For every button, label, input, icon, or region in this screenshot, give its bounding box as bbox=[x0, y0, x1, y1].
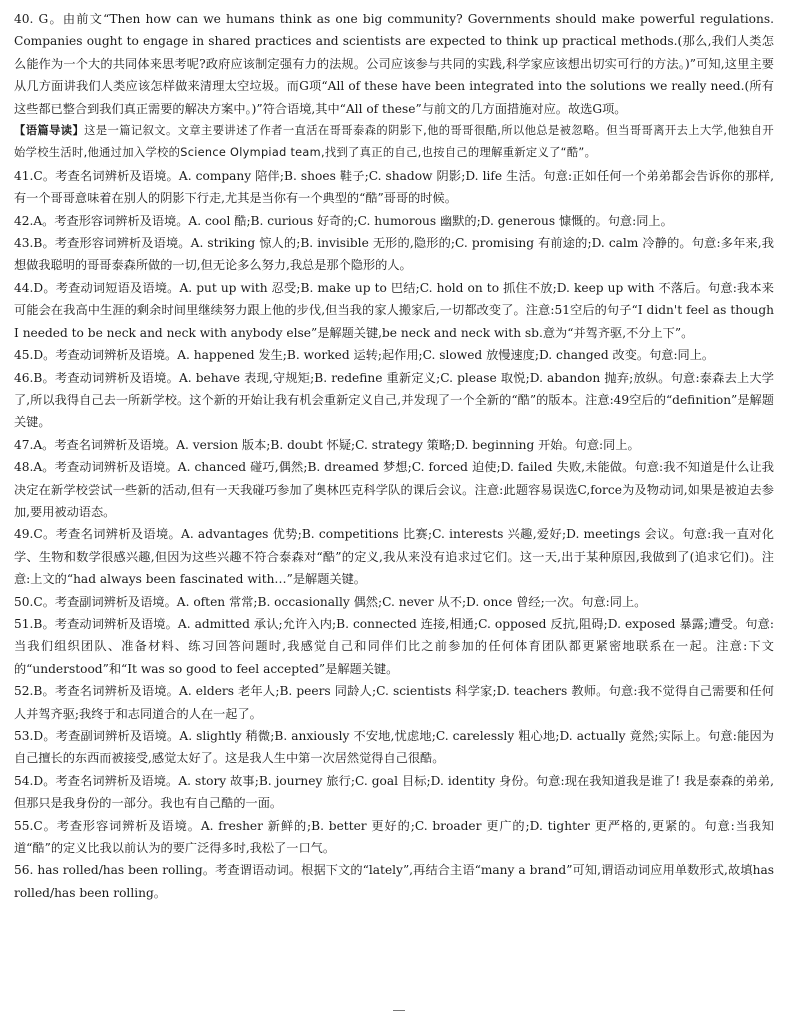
passage-guide-text: 这是一篇记叙文。文章主要讲述了作者一直活在哥哥泰森的阴影下,他的哥哥很酷,所以他总是被忽略。但当哥哥离开去上大学,他独自开始学校生活时,他通过加入学校的Science Olympiad team,找到了真正的自己,也按自己的理解重新定义了“酷”。 bbox=[14, 124, 774, 160]
item-49: 49.C。考查名词辨析及语境。A. advantages 优势;B. competitions 比赛;C. interests 兴趣,爱好;D. meetings 会议。句意:我一直对化学、生物和数学很感兴趣,但因为这些兴趣不符合泰森对“酷”的定义,我从来没有追求过它们。这一天,出于某种原因,我做到了(追求它们)。注意:上文的“had always been fascinated with…”是解题关键。 bbox=[14, 527, 774, 587]
item-56: 56. has rolled/has been rolling。考查谓语动词。根据下文的“lately”,再结合主语“many a brand”可知,谓语动词应用单数形式,故填has rolled/has been rolling。 bbox=[14, 863, 774, 900]
item-50: 50.C。考查副词辨析及语境。A. often 常常;B. occasionally 偶然;C. never 从不;D. once 曾经;一次。句意:同上。 bbox=[14, 594, 647, 609]
item-40: 40. G。由前文“Then how can we humans think as one big community? Governments should make powerful regulations. Companies ought to engage in shared practices and scientists are expected to think up practical methods.(那么,我们人类怎么能作为一个大的共同体来思考呢?政府应该制定强有力的法规。公司应该参与共同的实践,科学家应该想出切实可行的方法。)”可知,这里主要从几方面讲我们人类应该怎样做来清理太空垃圾。而G项“All of these have been integrated into the solutions we really need.(所有这些都已整合到我们真正需要的解决方案中。)”符合语境,其中“All of these”与前文的几方面措施对应。故选G项。 bbox=[14, 12, 774, 116]
item-41: 41.C。考查名词辨析及语境。A. company 陪伴;B. shoes 鞋子;C. shadow 阴影;D. life 生活。句意:正如任何一个弟弟都会告诉你的那样,有一个哥哥意味着在别人的阴影下行走,尤其是当你有一个典型的“酷”哥哥的时候。 bbox=[14, 168, 774, 206]
item-46: 46.B。考查动词辨析及语境。A. behave 表现,守规矩;B. redefine 重新定义;C. please 取悦;D. abandon 抛弃;放纵。句意:泰森去上大学了,所以我得自己去一所新学校。这个新的开始让我有机会重新定义自己,并发现了一个全新的“酷”的版本。注意:49空后的“definition”是解题关键。 bbox=[14, 370, 774, 430]
passage-guide-label: 【语篇导读】 bbox=[14, 124, 85, 138]
item-51: 51.B。考查动词辨析及语境。A. admitted 承认;允许入内;B. connected 连接,相通;C. opposed 反抗,阻碍;D. exposed 暴露;遭受。句意:当我们组织团队、准备材料、练习回答问题时,我感觉自己和同伴们比之前参加的任何体育团队都更紧密地联系在一起。注意:下文的“understood”和“It was so good to feel accepted”是解题关键。 bbox=[14, 616, 774, 676]
item-42: 42.A。考查形容词辨析及语境。A. cool 酷;B. curious 好奇的;C. humorous 幽默的;D. generous 慷慨的。句意:同上。 bbox=[14, 213, 673, 228]
item-43: 43.B。考查形容词辨析及语境。A. striking 惊人的;B. invisible 无形的,隐形的;C. promising 有前途的;D. calm 冷静的。句意:多年来,我想做我聪明的哥哥泰森所做的一切,但无论多么努力,我总是那个隐形的人。 bbox=[14, 236, 774, 273]
page-footer-dash bbox=[393, 1010, 405, 1011]
passage-guide bbox=[14, 120, 774, 165]
item-44: 44.D。考查动词短语及语境。A. put up with 忍受;B. make up to 巴结;C. hold on to 抓住不放;D. keep up with 不落后。句意:我本来可能会在我高中生涯的剩余时间里继续努力跟上他的步伐,但当我的家人搬家后,一切都改变了。注意:51空后的句子“I didn't feel as though I needed to be neck and neck with anybody else”是解题关键,be neck and neck with sb.意为“并驾齐驱,不分上下”。 bbox=[14, 280, 774, 340]
item-52: 52.B。考查名词辨析及语境。A. elders 老年人;B. peers 同龄人;C. scientists 科学家;D. teachers 教师。句意:我不觉得自己需要和任何人并驾齐驱;我终于和志同道合的人在一起了。 bbox=[14, 684, 774, 721]
item-54: 54.D。考查名词辨析及语境。A. story 故事;B. journey 旅行;C. goal 目标;D. identity 身份。句意:现在我知道我是谁了! 我是泰森的弟弟,但那只是我身份的一部分。我也有自己酷的一面。 bbox=[14, 773, 774, 811]
item-55: 55.C。考查形容词辨析及语境。A. fresher 新鲜的;B. better 更好的;C. broader 更广的;D. tighter 更严格的,更紧的。句意:当我知道“酷”的定义比我以前认为的要广泛得多时,我松了一口气。 bbox=[14, 818, 774, 856]
item-47: 47.A。考查名词辨析及语境。A. version 版本;B. doubt 怀疑;C. strategy 策略;D. beginning 开始。句意:同上。 bbox=[14, 437, 640, 452]
item-48: 48.A。考查动词辨析及语境。A. chanced 碰巧,偶然;B. dreamed 梦想;C. forced 迫使;D. failed 失败,未能做。句意:我不知道是什么让我决定在新学校尝试一些新的活动,但有一天我碰巧参加了奥林匹克科学队的课后会议。注意:此题容易误选C,force为及物动词,如果是被迫去参加,要用被动语态。 bbox=[14, 460, 774, 519]
item-45: 45.D。考查动词辨析及语境。A. happened 发生;B. worked 运转;起作用;C. slowed 放慢速度;D. changed 改变。句意:同上。 bbox=[14, 348, 715, 363]
item-53: 53.D。考查副词辨析及语境。A. slightly 稍微;B. anxiously 不安地,忧虑地;C. carelessly 粗心地;D. actually 竟然;实际上。句意:能因为自己擅长的东西而被接受,感觉太好了。这是我人生中第一次居然觉得自己很酷。 bbox=[14, 729, 774, 766]
